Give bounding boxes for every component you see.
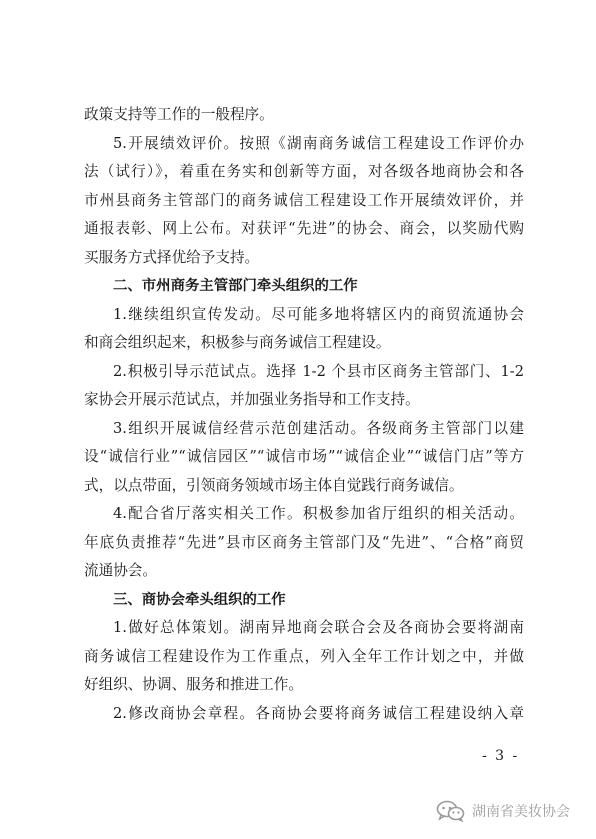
body-line-19: 商务诚信工程建设作为工作重点，列入全年工作计划之中，并做 <box>84 647 524 665</box>
watermark <box>436 800 570 822</box>
wechat-icon <box>436 800 466 822</box>
body-line-13: 式，以点带面，引领商务领域市场主体自觉践行商务诚信。 <box>84 476 464 494</box>
body-line-14: 4.配合省厅落实相关工作。积极参加省厅组织的相关活动。 <box>113 505 524 522</box>
body-line-4: 通报表彰、网上公布。对获评“先进”的协会、商会，以奖励代购 <box>84 220 524 237</box>
body-line-1: 5.开展绩效评价。按照《湖南商务诚信工程建设工作评价办 <box>113 134 524 152</box>
body-line-18: 1.做好总体策划。湖南异地商会联合会及各商协会要将湖南 <box>113 619 524 636</box>
watermark-text: 湖南省美妆协会 <box>472 804 570 820</box>
body-line-5: 买服务方式择优给予支持。 <box>84 248 260 266</box>
body-line-9: 2.积极引导示范试点。选择 1-2 个县市区商务主管部门、1-2 <box>113 362 524 380</box>
body-line-0: 政策支持等工作的一般程序。 <box>84 106 274 123</box>
body-line-16: 流通协会。 <box>84 562 157 579</box>
body-line-2: 法（试行）》，着重在务实和创新等方面，对各级各地商协会和各 <box>84 163 524 180</box>
body-line-3: 市州县商务主管部门的商务诚信工程建设工作开展绩效评价，并 <box>84 191 524 209</box>
body-line-12: 设“诚信行业”“诚信园区”“诚信市场”“诚信企业”“诚信门店”等方 <box>84 448 524 465</box>
document-body <box>84 101 524 728</box>
body-line-7: 1.继续组织宣传发动。尽可能多地将辖区内的商贸流通协会 <box>113 305 524 323</box>
section-heading-3: 三、商协会牵头组织的工作 <box>113 591 286 608</box>
body-line-21: 2.修改商协会章程。各商协会要将商务诚信工程建设纳入章 <box>113 704 524 722</box>
body-line-11: 3.组织开展诚信经营示范创建活动。各级商务主管部门以建 <box>113 419 524 437</box>
body-line-10: 家协会开展示范试点，并加强业务指导和工作支持。 <box>84 391 420 408</box>
section-heading-2: 二、市州商务主管部门牵头组织的工作 <box>113 278 358 294</box>
body-line-8: 和商会组织起来，积极参与商务诚信工程建设。 <box>84 334 391 351</box>
body-line-20: 好组织、协调、服务和推进工作。 <box>84 676 303 693</box>
page-number: - 3 - <box>482 748 520 764</box>
body-line-15: 年底负责推荐“先进”县市区商务主管部门及“先进”、“合格”商贸 <box>84 533 524 551</box>
